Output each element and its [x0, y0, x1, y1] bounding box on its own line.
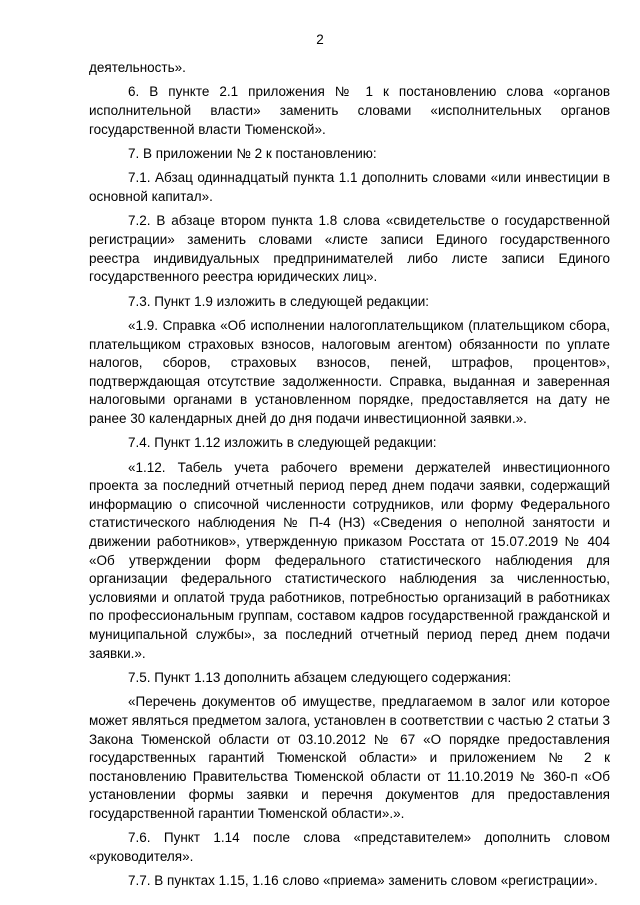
paragraph-item-7-6: 7.6. Пункт 1.14 после слова «представителем» дополнить словом «руководителя». — [89, 830, 610, 864]
page-number: 2 — [316, 32, 324, 47]
paragraph-item-6: 6. В пункте 2.1 приложения № 1 к постановлению слова «органов исполнительной власти» заменить словами «исполнительных органов государственной власти Тюменской». — [89, 84, 610, 137]
paragraph-continuation: деятельность». — [89, 60, 186, 75]
paragraph-item-7-2: 7.2. В абзаце втором пункта 1.8 слова «свидетельстве о государственной регистрации» заменить словами «листе записи Единого государственного реестра индивидуальных предпринимателей либо листе записи Единого государственного реестра юридических лиц». — [89, 213, 610, 285]
document-body — [89, 59, 610, 897]
paragraph-item-7-7: 7.7. В пунктах 1.15, 1.16 слово «приема» заменить словом «регистрации». — [128, 873, 598, 889]
paragraph-clause-1-12: «1.12. Табель учета рабочего времени держателей инвестиционного проекта за последний отчетный период перед днем подачи заявки, содержащий информацию о списочной численности сотрудников, или форму Федерального статистического наблюдения № П-4 (НЗ) «Сведения о неполной занятости и движении работников», утвержденную приказом Росстата от 15.07.2019 № 404 «Об утверждении форм федерального статистического наблюдения для организации федерального статистического наблюдения за численностью, условиями и оплатой труда работников, потребностью организаций в работниках по профессиональным группам, составом кадров государственной гражданской и муниципальной службы», за последний отчетный период перед днем подачи заявки.». — [89, 459, 610, 661]
paragraph-item-7-5: 7.5. Пункт 1.13 дополнить абзацем следующего содержания: — [128, 669, 512, 685]
paragraph-clause-1-13-addition: «Перечень документов об имуществе, предлагаемом в залог или которое может являться предметом залога, установлен в соответствии с частью 2 статьи 3 Закона Тюменской области от 03.10.2012 № 67 «О порядке предоставления государственных гарантий Тюменской области» и приложением № 2 к постановлению Правительства Тюменской области от 11.10.2019 № 360-п «Об установлении формы заявки и перечня документов для предоставления государственной гарантии Тюменской области».». — [89, 694, 610, 821]
paragraph-item-7-3: 7.3. Пункт 1.9 изложить в следующей редакции: — [128, 293, 430, 309]
paragraph-item-7-4: 7.4. Пункт 1.12 изложить в следующей редакции: — [128, 435, 437, 451]
paragraph-clause-1-9: «1.9. Справка «Об исполнении налогоплательщиком (плательщиком сбора, плательщиком страховых взносов, налоговым агентом) обязанности по уплате налогов, сборов, страховых взносов, пеней, штрафов, процентов», подтверждающая отсутствие задолженности. Справка, выданная и заверенная налоговыми органами в установленном порядке, предоставляется на дату не ранее 30 календарных дней до дня подачи инвестиционной заявки.». — [89, 317, 610, 426]
paragraph-item-7: 7. В приложении № 2 к постановлению: — [128, 145, 377, 161]
paragraph-item-7-1: 7.1. Абзац одиннадцатый пункта 1.1 дополнить словами «или инвестиции в основной капитал». — [89, 170, 610, 204]
